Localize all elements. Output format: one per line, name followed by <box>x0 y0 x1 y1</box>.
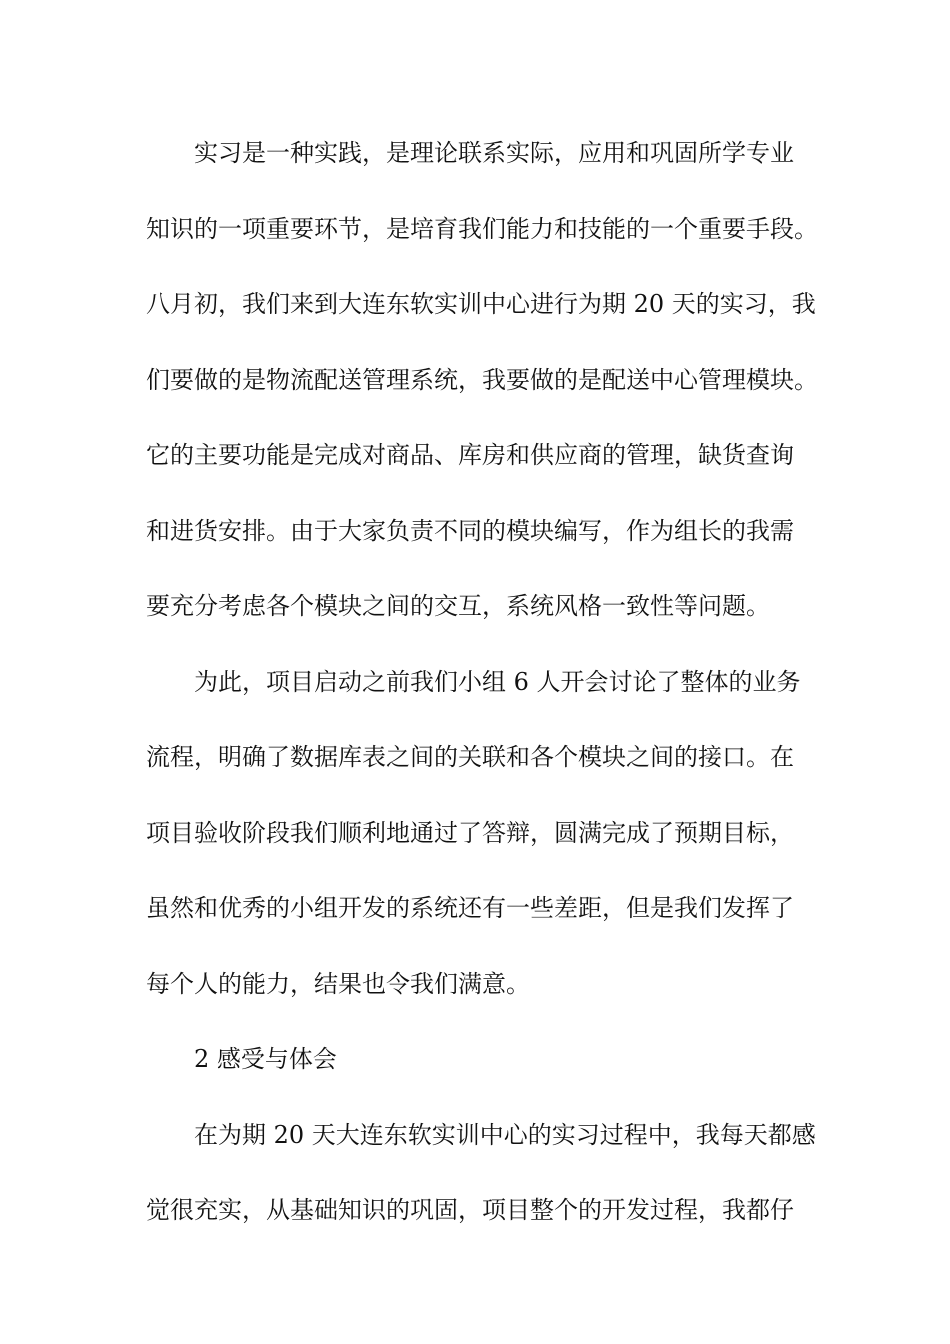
text-line: 为此，项目启动之前我们小组 6 人开会讨论了整体的业务 <box>194 667 801 696</box>
section-heading: 2 感受与体会 <box>194 1045 337 1073</box>
text-line: 实习是一种实践，是理论联系实际，应用和巩固所学专业 <box>194 139 794 167</box>
text-line: 和进货安排。由于大家负责不同的模块编写，作为组长的我需 <box>146 516 794 545</box>
document-body <box>146 131 818 1264</box>
text-line: 它的主要功能是完成对商品、库房和供应商的管理，缺货查询 <box>146 441 794 469</box>
text-line: 项目验收阶段我们顺利地通过了答辩，圆满完成了预期目标， <box>146 818 794 847</box>
text-line: 每个人的能力，结果也令我们满意。 <box>146 969 530 998</box>
text-line: 知识的一项重要环节，是培育我们能力和技能的一个重要手段。 <box>146 214 818 243</box>
text-line: 在为期 20 天大连东软实训中心的实习过程中，我每天都感 <box>194 1120 816 1149</box>
text-line: 流程，明确了数据库表之间的关联和各个模块之间的接口。在 <box>146 743 794 771</box>
text-line: 们要做的是物流配送管理系统，我要做的是配送中心管理模块。 <box>146 365 818 394</box>
text-line: 觉很充实，从基础知识的巩固，项目整个的开发过程，我都仔 <box>146 1196 794 1224</box>
text-line: 八月初，我们来到大连东软实训中心进行为期 20 天的实习，我 <box>146 290 816 318</box>
text-line: 要充分考虑各个模块之间的交互，系统风格一致性等问题。 <box>146 592 770 620</box>
text-line: 虽然和优秀的小组开发的系统还有一些差距，但是我们发挥了 <box>146 894 794 922</box>
